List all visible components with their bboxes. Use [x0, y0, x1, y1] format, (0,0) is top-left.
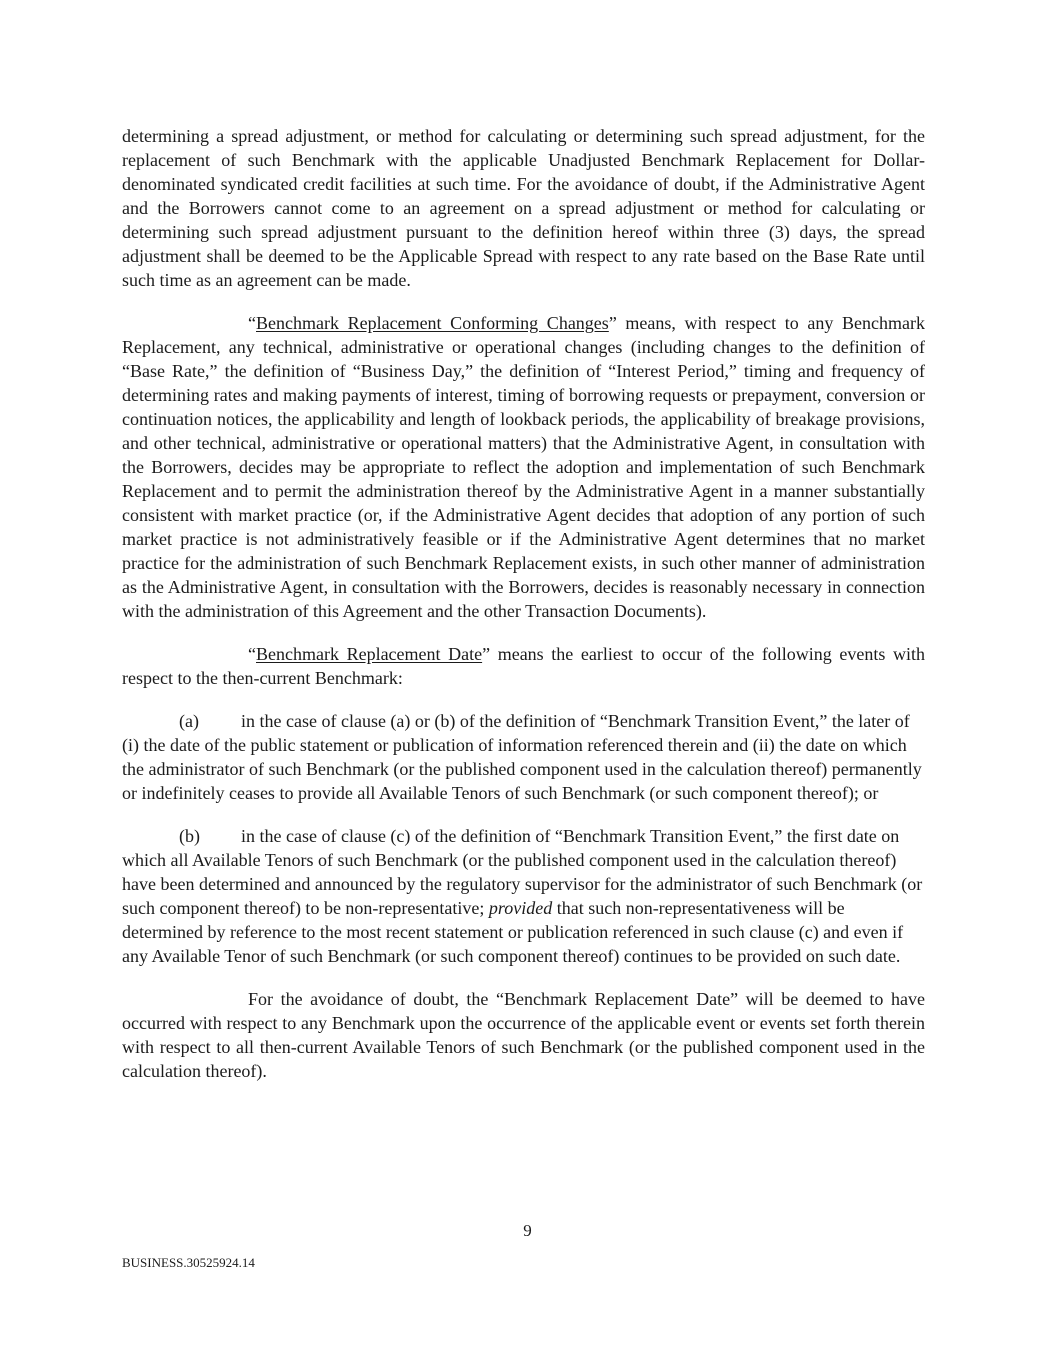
open-quote: “: [248, 313, 256, 333]
document-id-footer: BUSINESS.30525924.14: [122, 1255, 255, 1270]
paragraph-text: ” means the earliest to occur of the following events with respect to the then-current Benchmark:: [122, 644, 925, 688]
paragraph-spread-adjustment: determining a spread adjustment, or method for calculating or determining such spread adjustment, for the replacement of such Benchmark with the applicable Unadjusted Benchmark Replacement for Dollar-denominated syndicated credit facilities at such time. For the avoidance of doubt, if the Administrative Agent and the Borrowers cannot come to an agreement on a spread adjustment or method for calculating or determining such spread adjustment pursuant to the definition hereof within three (3) days, the spread adjustment shall be deemed to be the Applicable Spread with respect to any rate based on the Base Rate until such time as an agreement can be made.: [122, 126, 925, 290]
clause-a: [122, 709, 925, 805]
paragraph-benchmark-replacement-conforming-changes: [122, 311, 925, 623]
clause-b-text-continued: that such non-representativeness will be determined by reference to the most recent statement or publication referenced in such clause (c) and even if any Available Tenor of such Benchmark (or such component thereof) continues to be provided on such date.: [122, 898, 904, 966]
clause-a-label: (a): [179, 711, 199, 731]
paragraph-text: ” means, with respect to any Benchmark Replacement, any technical, administrative or operational changes (including changes to the definition of “Base Rate,” the definition of “Business Day,” the definition of “Interest Period,” timing and frequency of determining rates and making payments of interest, timing of borrowing requests or prepayment, conversion or continuation notices, the applicability and length of lookback periods, the applicability of breakage provisions, and other technical, administrative or operational matters) that the Administrative Agent, in consultation with the Borrowers, decides may be appropriate to reflect the adoption and implementation of such Benchmark Replacement and to permit the administration thereof by the Administrative Agent in a manner substantially consistent with market practice (or, if the Administrative Agent decides that adoption of any portion of such market practice is not administratively feasible or if the Administrative Agent determines that no market practice for the administration of such Benchmark Replacement exists, in such other manner of administration as the Administrative Agent, in consultation with the Borrowers, decides is reasonably necessary in connection with the administration of this Agreement and the other Transaction Documents).: [122, 313, 925, 621]
paragraph-benchmark-replacement-date: [122, 642, 925, 690]
page-number: 9: [523, 1221, 532, 1240]
clause-a-text: in the case of clause (a) or (b) of the definition of “Benchmark Transition Event,” the later of (i) the date of the public statement or publication of information referenced therein and (ii) the date on which the administrator of such Benchmark (or the published component used in the calculation thereof) permanently or indefinitely ceases to provide all Available Tenors of such Benchmark (or such component thereof); or: [122, 711, 922, 803]
clause-b-text: in the case of clause (c) of the definition of “Benchmark Transition Event,” the first date on which all Available Tenors of such Benchmark (or the published component used in the calculation thereof) have been determined and announced by the regulatory supervisor for the administrator of such Benchmark (or such component thereof) to be non-representative;: [122, 826, 923, 918]
defined-term-benchmark-replacement-date: Benchmark Replacement Date: [256, 644, 483, 664]
clause-b-proviso-keyword: provided: [488, 898, 553, 918]
paragraph-avoidance-of-doubt: For the avoidance of doubt, the “Benchmark Replacement Date” will be deemed to have occurred with respect to any Benchmark upon the occurrence of the applicable event or events set forth therein with respect to all then-current Available Tenors of such Benchmark (or the published component used in the calculation thereof).: [122, 989, 925, 1081]
clause-b-label: (b): [179, 826, 200, 846]
page-body: [122, 124, 925, 1083]
clause-b: [122, 824, 925, 968]
defined-term-benchmark-replacement-conforming-changes: Benchmark Replacement Conforming Changes: [256, 313, 609, 333]
open-quote: “: [248, 644, 256, 664]
